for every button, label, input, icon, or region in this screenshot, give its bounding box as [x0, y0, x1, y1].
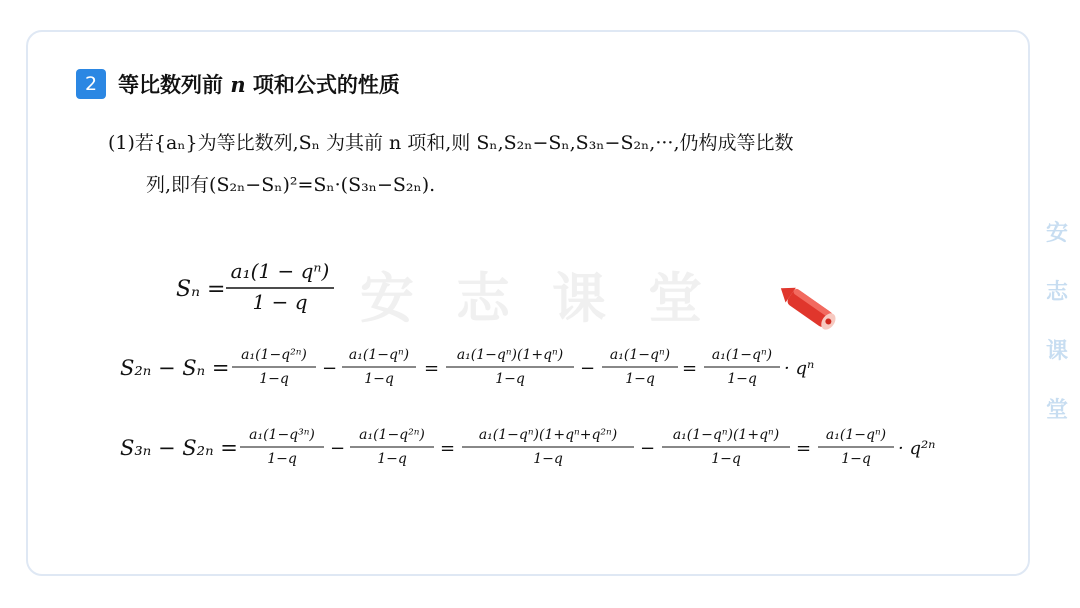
property-line-1: (1)若{aₙ}为等比数列,Sₙ 为其前 n 项和,则 Sₙ,S₂ₙ−Sₙ,S₃ₙ−S₂ₙ,···,仍构成等比数	[108, 132, 794, 154]
f3-minus-1: −	[330, 438, 346, 459]
f3-frac1-num: a₁(1−q³ⁿ)	[249, 427, 315, 443]
section-title-before: 等比数列前	[118, 73, 231, 97]
f3-frac3-num: a₁(1−qⁿ)(1+qⁿ+q²ⁿ)	[478, 427, 618, 443]
f3-frac4-den: 1−q	[711, 451, 741, 467]
f2-tail: · qⁿ	[784, 358, 815, 379]
f2-frac1-den: 1−q	[259, 371, 289, 387]
f2-equals-1: =	[424, 358, 440, 379]
f2-minus-1: −	[322, 358, 338, 379]
f2-minus-2: −	[580, 358, 596, 379]
f1-lhs: Sₙ =	[176, 277, 226, 302]
f2-frac5-num: a₁(1−qⁿ)	[711, 347, 773, 363]
f3-equals-1: =	[440, 438, 456, 459]
center-watermark: 安志课堂	[360, 267, 744, 330]
red-pencil-icon	[776, 281, 839, 332]
f2-frac3-num: a₁(1−qⁿ)(1+qⁿ)	[456, 347, 564, 363]
f2-frac1-num: a₁(1−q²ⁿ)	[241, 347, 307, 363]
f2-frac2-num: a₁(1−qⁿ)	[348, 347, 410, 363]
formula-sum	[176, 259, 334, 314]
f3-minus-2: −	[640, 438, 656, 459]
watermark-char-2: 志	[1045, 280, 1068, 305]
f2-frac2-den: 1−q	[364, 371, 394, 387]
f3-frac2-den: 1−q	[377, 451, 407, 467]
f3-frac5-den: 1−q	[841, 451, 871, 467]
section-title-after: 项和公式的性质	[245, 73, 400, 97]
f3-frac2-num: a₁(1−q²ⁿ)	[359, 427, 425, 443]
f2-lhs: S₂ₙ − Sₙ =	[120, 356, 230, 380]
f3-frac4-num: a₁(1−qⁿ)(1+qⁿ)	[672, 427, 780, 443]
f3-tail: · q²ⁿ	[898, 438, 936, 459]
formula-third-term	[120, 427, 935, 467]
f2-frac5-den: 1−q	[727, 371, 757, 387]
f1-numerator: a₁(1 − qⁿ)	[230, 259, 330, 283]
property-line-2: 列,即有(S₂ₙ−Sₙ)²=Sₙ·(S₃ₙ−S₂ₙ).	[146, 174, 436, 196]
f3-frac3-den: 1−q	[533, 451, 563, 467]
f2-frac4-den: 1−q	[625, 371, 655, 387]
f2-equals-2: =	[682, 358, 698, 379]
f2-frac3-den: 1−q	[495, 371, 525, 387]
f3-frac5-num: a₁(1−qⁿ)	[825, 427, 887, 443]
watermark-char-3: 课	[1045, 339, 1068, 364]
formula-second-term	[120, 347, 814, 387]
watermark-char-1: 安	[1045, 221, 1068, 246]
f1-denominator: 1 − q	[252, 290, 308, 314]
f3-equals-2: =	[796, 438, 812, 459]
section-number-badge: 2	[76, 69, 106, 99]
f3-lhs: S₃ₙ − S₂ₙ =	[120, 436, 238, 460]
f2-frac4-num: a₁(1−qⁿ)	[609, 347, 671, 363]
section-title-var: n	[230, 72, 246, 97]
watermark-char-4: 堂	[1045, 398, 1068, 423]
f3-frac1-den: 1−q	[267, 451, 297, 467]
